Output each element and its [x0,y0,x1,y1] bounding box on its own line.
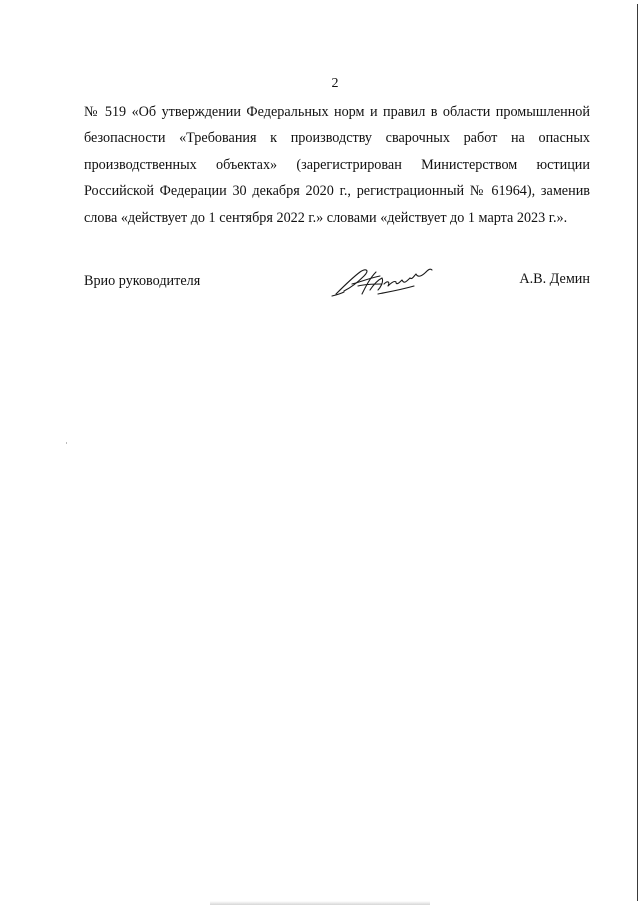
body-line: безопасности «Требования к производству сварочных работ на опасных [84,130,590,147]
scan-speck [66,442,67,444]
body-line: Российской Федерации 30 декабря 2020 г., регистрационный № 61964), заменив [84,183,590,200]
body-line: № 519 «Об утверждении Федеральных норм и правил в области промышленной [84,104,590,120]
page-number: 2 [331,76,339,91]
page-edge-line [637,4,638,901]
body-paragraph [84,99,590,231]
signature-block [84,264,590,304]
body-line: слова «действует до 1 сентября 2022 г.» словами «действует до 1 марта 2023 г.». [84,209,568,226]
signatory-title: Врио руководителя [84,273,201,289]
body-line: производственных объектах» (зарегистрирован Министерством юстиции [84,156,590,173]
handwritten-signature [330,264,442,300]
scan-edge-shadow [210,901,430,905]
signatory-name: А.В. Демин [519,271,590,287]
